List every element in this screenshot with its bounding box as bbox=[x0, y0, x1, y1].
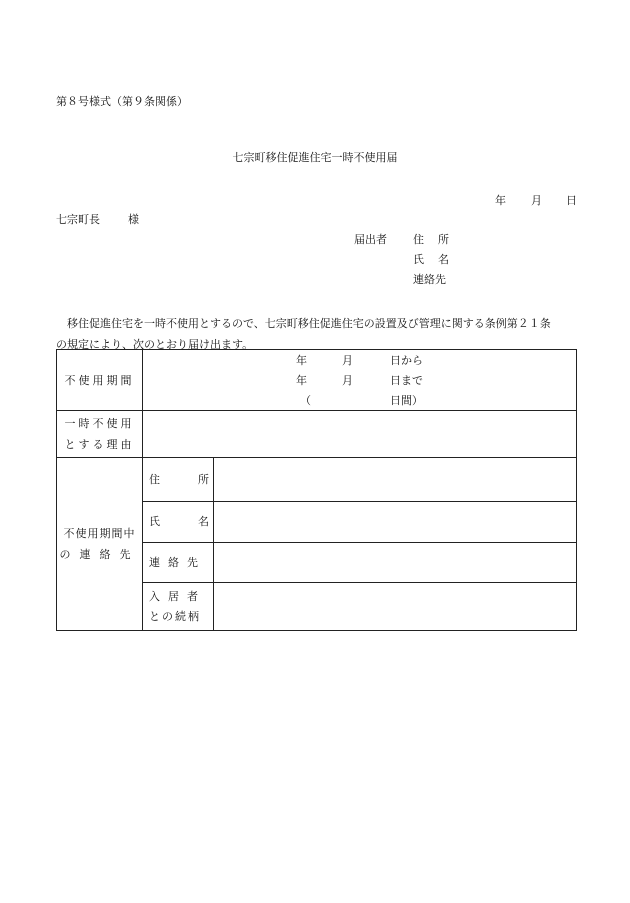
contact-name-field[interactable] bbox=[214, 502, 577, 543]
period-paren-open: （ bbox=[300, 394, 311, 407]
date-month-label: 月 bbox=[531, 194, 542, 207]
period-days: 日間） bbox=[390, 394, 423, 407]
period-from-year: 年 bbox=[296, 354, 307, 367]
body-paragraph-line-2: の規定により、次のとおり届け出ます。 bbox=[56, 338, 254, 351]
contact-label-line-2: の連絡先 bbox=[59, 548, 140, 561]
period-label: 不使用期間 bbox=[57, 350, 143, 411]
period-cell[interactable] bbox=[143, 350, 577, 411]
reason-label-line-2: とする理由 bbox=[64, 438, 135, 451]
period-to-year: 年 bbox=[296, 374, 307, 387]
notification-form-table bbox=[56, 349, 577, 631]
contact-address-label-1: 住 bbox=[149, 472, 160, 486]
reason-label bbox=[57, 411, 143, 458]
resident-relation-field[interactable] bbox=[214, 583, 577, 631]
contact-address-field[interactable] bbox=[214, 458, 577, 502]
applicant-name-label-1: 氏 bbox=[413, 253, 424, 266]
contact-name-label bbox=[143, 502, 214, 543]
contact-name-label-1: 氏 bbox=[149, 515, 160, 528]
applicant-name-label-2: 名 bbox=[438, 253, 449, 266]
period-to-month: 月 bbox=[342, 374, 353, 387]
reason-field[interactable] bbox=[143, 411, 577, 458]
period-to-day: 日まで bbox=[390, 374, 423, 387]
contact-phone-field[interactable] bbox=[214, 543, 577, 583]
applicant-address-label-2: 所 bbox=[438, 233, 449, 246]
contact-label-line-1: 不使用期間中 bbox=[63, 527, 136, 540]
contact-address-label bbox=[143, 458, 214, 502]
contact-name-label-2: 名 bbox=[198, 515, 209, 528]
resident-relation-label bbox=[143, 583, 214, 631]
date-year-label: 年 bbox=[495, 194, 506, 207]
contact-during-period-label bbox=[57, 458, 143, 631]
form-number: 第８号様式（第９条関係） bbox=[56, 95, 188, 108]
document-title: 七宗町移住促進住宅一時不使用届 bbox=[232, 151, 398, 164]
period-from-day: 日から bbox=[390, 354, 423, 367]
addressee-suffix: 様 bbox=[128, 213, 139, 226]
contact-address-label-2: 所 bbox=[198, 472, 209, 486]
addressee-name: 七宗町長 bbox=[56, 213, 100, 226]
contact-phone-label: 連絡先 bbox=[143, 543, 214, 583]
applicant-contact-label: 連絡先 bbox=[413, 273, 446, 286]
applicant-label: 届出者 bbox=[354, 233, 387, 246]
resident-relation-line-1: 入居者 bbox=[149, 589, 206, 603]
period-from-month: 月 bbox=[342, 354, 353, 367]
date-day-label: 日 bbox=[566, 194, 577, 207]
applicant-address-label-1: 住 bbox=[413, 233, 424, 246]
reason-label-line-1: 一時不使用 bbox=[64, 417, 135, 430]
resident-relation-line-2: との続柄 bbox=[149, 609, 201, 623]
body-paragraph-line-1: 移住促進住宅を一時不使用とするので、七宗町移住促進住宅の設置及び管理に関する条例第２１条 bbox=[67, 317, 551, 330]
